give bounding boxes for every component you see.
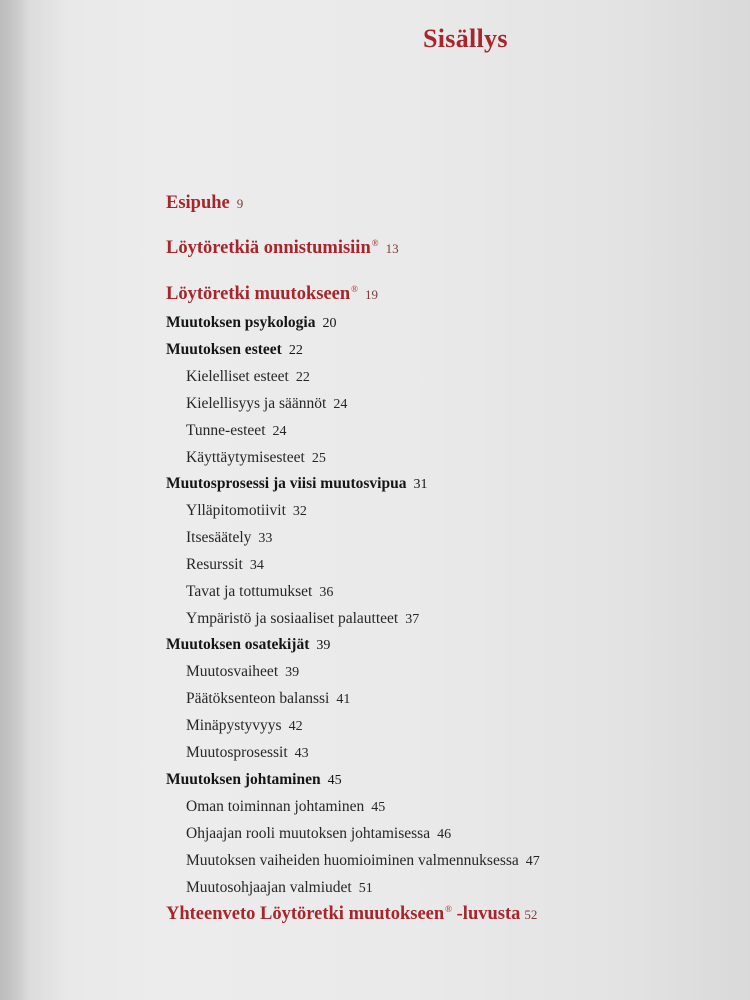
toc-label: Kielellisyys ja säännöt bbox=[186, 395, 327, 412]
toc-entry-muutosprosessit bbox=[186, 744, 309, 762]
toc-entry-kayttaytymisesteet bbox=[186, 449, 326, 467]
toc-label: Muutoksen johtaminen bbox=[166, 771, 321, 788]
registered-mark: ® bbox=[445, 904, 453, 914]
toc-entry-tunne-esteet bbox=[186, 422, 287, 440]
toc-page-number: 46 bbox=[437, 827, 452, 842]
toc-page-number: 47 bbox=[525, 854, 540, 869]
toc-label: Ohjaajan rooli muutoksen johtamisessa bbox=[186, 825, 431, 842]
toc-page-number: 33 bbox=[258, 531, 273, 546]
toc-page-number: 52 bbox=[524, 907, 538, 923]
toc-label: Tunne-esteet bbox=[186, 422, 266, 439]
toc-label: Muutoksen esteet bbox=[166, 341, 282, 358]
toc-page-number: 9 bbox=[236, 196, 244, 211]
toc-label: Löytöretki muutokseen bbox=[166, 284, 351, 305]
toc-page-number: 45 bbox=[371, 800, 386, 815]
toc-label: Ylläpitomotiivit bbox=[186, 502, 286, 519]
toc-page-number: 36 bbox=[319, 585, 334, 600]
toc-entry-yllapitomotiivit bbox=[186, 502, 307, 520]
toc-label: Muutosprosessi ja viisi muutosvipua bbox=[166, 475, 407, 492]
toc-page-number: 51 bbox=[358, 881, 373, 896]
toc-entry-muutosvaiheet bbox=[186, 663, 299, 681]
toc-page-number: 25 bbox=[311, 451, 326, 466]
toc-page-number: 19 bbox=[365, 287, 378, 303]
toc-entry-kielellisyys-ja-saannot bbox=[186, 395, 347, 413]
toc-entry-muutoksen-johtaminen bbox=[166, 771, 342, 789]
toc-page-number: 22 bbox=[295, 370, 310, 385]
toc-label: Muutoksen osatekijät bbox=[166, 636, 310, 653]
toc-label: Oman toiminnan johtaminen bbox=[186, 798, 365, 815]
toc-page-number: 43 bbox=[294, 746, 309, 761]
toc-entry-tavat-ja-tottumukset bbox=[186, 583, 333, 601]
toc-page-number: 13 bbox=[385, 241, 399, 257]
toc-entry-loytoretkia-onnistumisiin bbox=[166, 238, 399, 259]
toc-page-number: 39 bbox=[316, 638, 331, 653]
toc-label: Tavat ja tottumukset bbox=[186, 583, 313, 600]
toc-label: Itsesäätely bbox=[186, 529, 252, 546]
toc-entry-yhteenveto bbox=[166, 904, 537, 925]
toc-entry-paatoksenteon-balanssi bbox=[186, 690, 350, 708]
toc-page-number: 39 bbox=[285, 665, 300, 680]
toc-entry-muutosohjaajan-valmiudet bbox=[186, 879, 373, 897]
toc-page-number: 37 bbox=[405, 612, 420, 627]
toc-page-number: 45 bbox=[327, 773, 342, 788]
page-gutter-shadow bbox=[0, 0, 28, 1000]
registered-mark: ® bbox=[371, 238, 379, 248]
toc-label: Muutoksen vaiheiden huomioiminen valmennuksessa bbox=[186, 852, 519, 869]
toc-entry-muutosprosessi bbox=[166, 475, 427, 493]
toc-label-suffix: -luvusta bbox=[452, 904, 521, 925]
toc-page-number: 20 bbox=[322, 316, 337, 331]
toc-entry-resurssit bbox=[186, 556, 264, 574]
toc-label: Päätöksenteon balanssi bbox=[186, 690, 330, 707]
toc-label: Minäpystyvyys bbox=[186, 717, 282, 734]
toc-entry-itsesaately bbox=[186, 529, 272, 547]
toc-entry-vaiheiden-huomioiminen bbox=[186, 852, 540, 870]
toc-entry-loytoretki-muutokseen bbox=[166, 284, 378, 305]
toc-entry-kielelliset-esteet bbox=[186, 368, 310, 386]
toc-page-number: 22 bbox=[288, 343, 303, 358]
toc-entry-esipuhe bbox=[166, 193, 243, 214]
toc-page-number: 41 bbox=[336, 692, 351, 707]
toc-label: Muutosvaiheet bbox=[186, 663, 279, 680]
toc-page-number: 31 bbox=[413, 477, 428, 492]
toc-entry-muutoksen-osatekijat bbox=[166, 636, 330, 654]
toc-entry-muutoksen-esteet bbox=[166, 341, 303, 359]
toc-label: Löytöretkiä onnistumisiin bbox=[166, 238, 371, 259]
toc-label: Kielelliset esteet bbox=[186, 368, 289, 385]
toc-page-number: 24 bbox=[272, 424, 287, 439]
page-title: Sisällys bbox=[423, 24, 508, 53]
toc-page-number: 34 bbox=[249, 558, 264, 573]
toc-entry-ohjaajan-rooli bbox=[186, 825, 451, 843]
toc-page-number: 42 bbox=[288, 719, 303, 734]
toc-entry-minapystyvyys bbox=[186, 717, 303, 735]
toc-entry-oman-toiminnan-johtaminen bbox=[186, 798, 385, 816]
toc-label: Muutosohjaajan valmiudet bbox=[186, 879, 352, 896]
toc-label: Ympäristö ja sosiaaliset palautteet bbox=[186, 610, 399, 627]
toc-entry-ymparisto bbox=[186, 610, 419, 628]
toc-label: Resurssit bbox=[186, 556, 243, 573]
toc-label: Yhteenveto Löytöretki muutokseen bbox=[166, 904, 445, 925]
toc-label: Esipuhe bbox=[166, 193, 230, 213]
toc-label: Muutoksen psykologia bbox=[166, 314, 316, 331]
toc-label: Käyttäytymisesteet bbox=[186, 449, 305, 466]
registered-mark: ® bbox=[351, 284, 358, 294]
toc-label: Muutosprosessit bbox=[186, 744, 288, 761]
toc-page-number: 24 bbox=[333, 397, 348, 412]
toc-entry-muutoksen-psykologia bbox=[166, 314, 336, 332]
toc-page-number: 32 bbox=[292, 504, 307, 519]
